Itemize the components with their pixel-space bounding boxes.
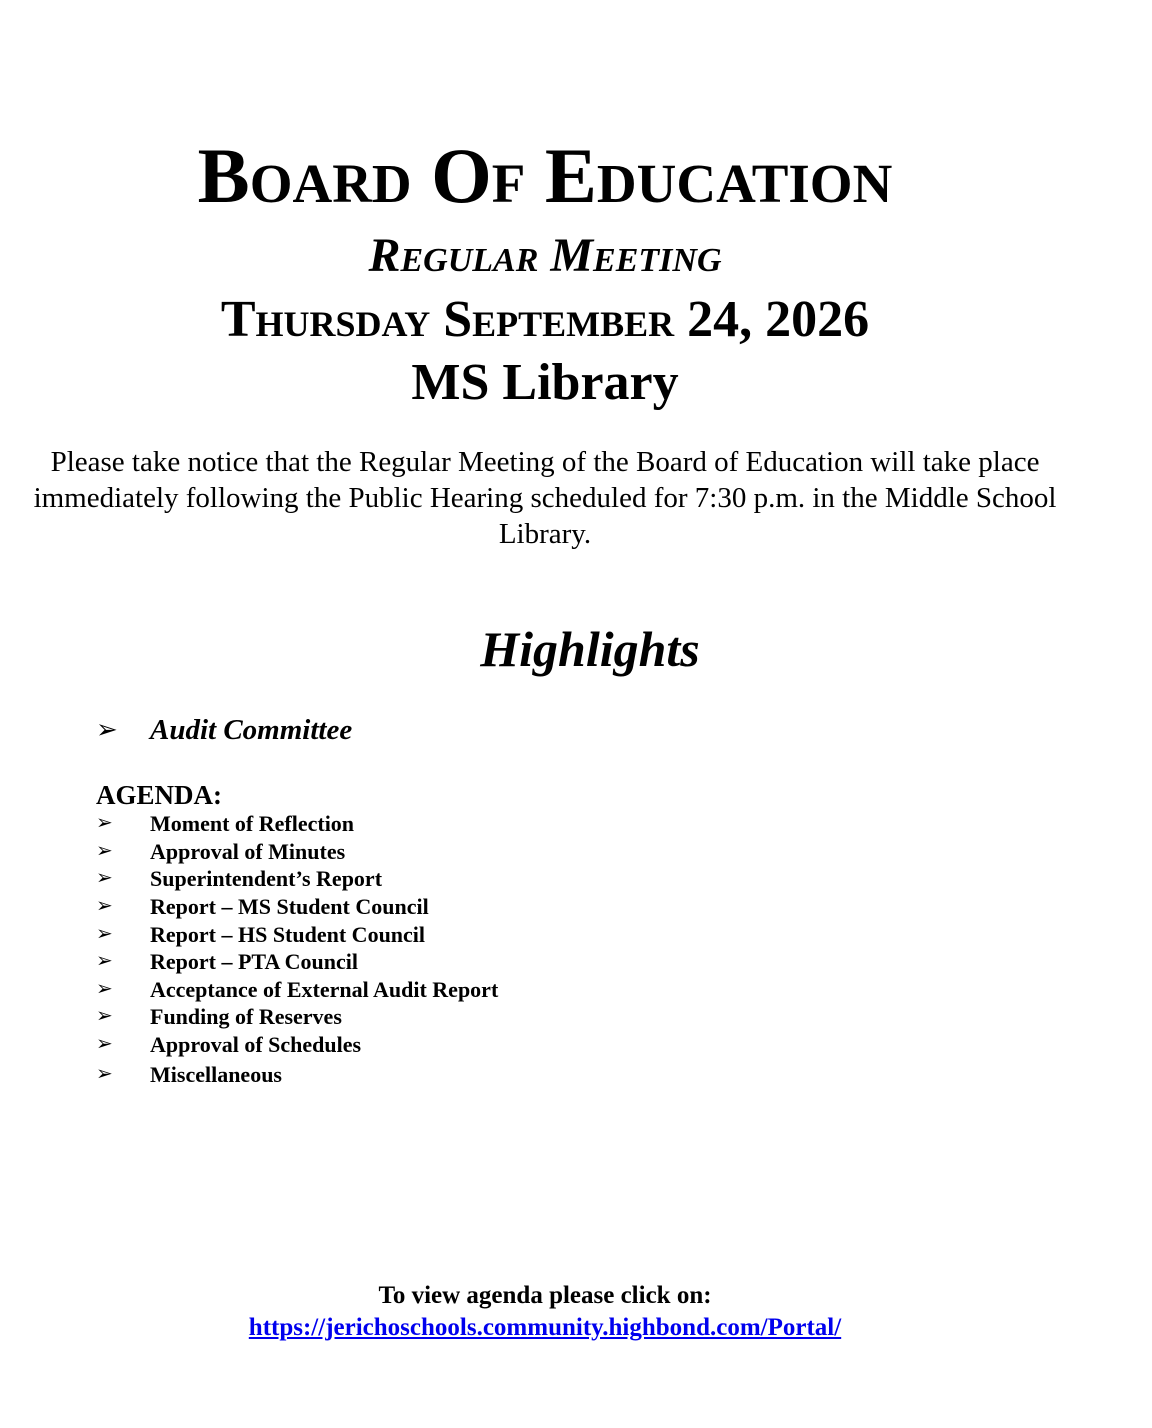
agenda-item [96, 893, 498, 921]
agenda-item-label: Report – MS Student Council [150, 894, 429, 920]
agenda-item [96, 948, 498, 976]
arrowhead-bullet-icon: ➢ [96, 867, 113, 890]
highlight-item [96, 710, 352, 750]
agenda-item-label: Acceptance of External Audit Report [150, 976, 499, 1002]
agenda-item [96, 1031, 498, 1059]
agenda-item [96, 810, 498, 838]
agenda-item [96, 920, 498, 948]
agenda-link-label: To view agenda please click on: [378, 1282, 712, 1309]
agenda-item [96, 838, 498, 866]
arrowhead-bullet-icon: ➢ [96, 1005, 113, 1028]
agenda-item-label: Moment of Reflection [150, 811, 355, 837]
arrowhead-bullet-icon: ➢ [96, 1033, 113, 1056]
highlights-heading: Highlights [480, 621, 700, 677]
agenda-item-label: Report – PTA Council [150, 949, 358, 975]
arrowhead-bullet-icon: ➢ [96, 839, 113, 862]
agenda-item-label: Approval of Schedules [150, 1032, 362, 1058]
meeting-location: MS Library [411, 354, 679, 411]
arrowhead-bullet-icon: ➢ [96, 895, 113, 918]
agenda-item [96, 1060, 498, 1088]
document-title: Board Of Education [197, 132, 893, 219]
arrowhead-bullet-icon: ➢ [96, 922, 113, 945]
highlight-item-label: Audit Committee [150, 714, 353, 746]
agenda-item-label: Funding of Reserves [150, 1004, 342, 1030]
agenda-portal-link-wrapper [0, 1311, 1090, 1345]
meeting-type: Regular Meeting [368, 229, 722, 282]
agenda-heading: AGENDA: [96, 780, 222, 810]
agenda-item [96, 1003, 498, 1031]
agenda-item-label: Report – HS Student Council [150, 921, 426, 947]
arrowhead-bullet-icon: ➢ [96, 1062, 113, 1085]
agenda-list [96, 810, 498, 1088]
arrowhead-bullet-icon: ➢ [96, 812, 113, 835]
agenda-item-label: Approval of Minutes [150, 838, 346, 864]
agenda-item [96, 865, 498, 893]
arrowhead-bullet-icon: ➢ [96, 977, 113, 1000]
agenda-item-label: Miscellaneous [150, 1061, 282, 1087]
agenda-item-label: Superintendent’s Report [150, 866, 383, 892]
meeting-notice: Please take notice that the Regular Meeting of the Board of Education will take place immediately following the Public Hearing scheduled for 7:30 p.m. in the Middle School Library. [33, 446, 1057, 550]
agenda-portal-link[interactable]: https://jerichoschools.community.highbond.com/Portal/ [248, 1314, 842, 1341]
agenda-item [96, 976, 498, 1004]
arrowhead-bullet-icon: ➢ [96, 950, 113, 973]
meeting-date: Thursday September 24, 2026 [220, 291, 870, 348]
arrowhead-bullet-icon: ➢ [96, 715, 118, 744]
